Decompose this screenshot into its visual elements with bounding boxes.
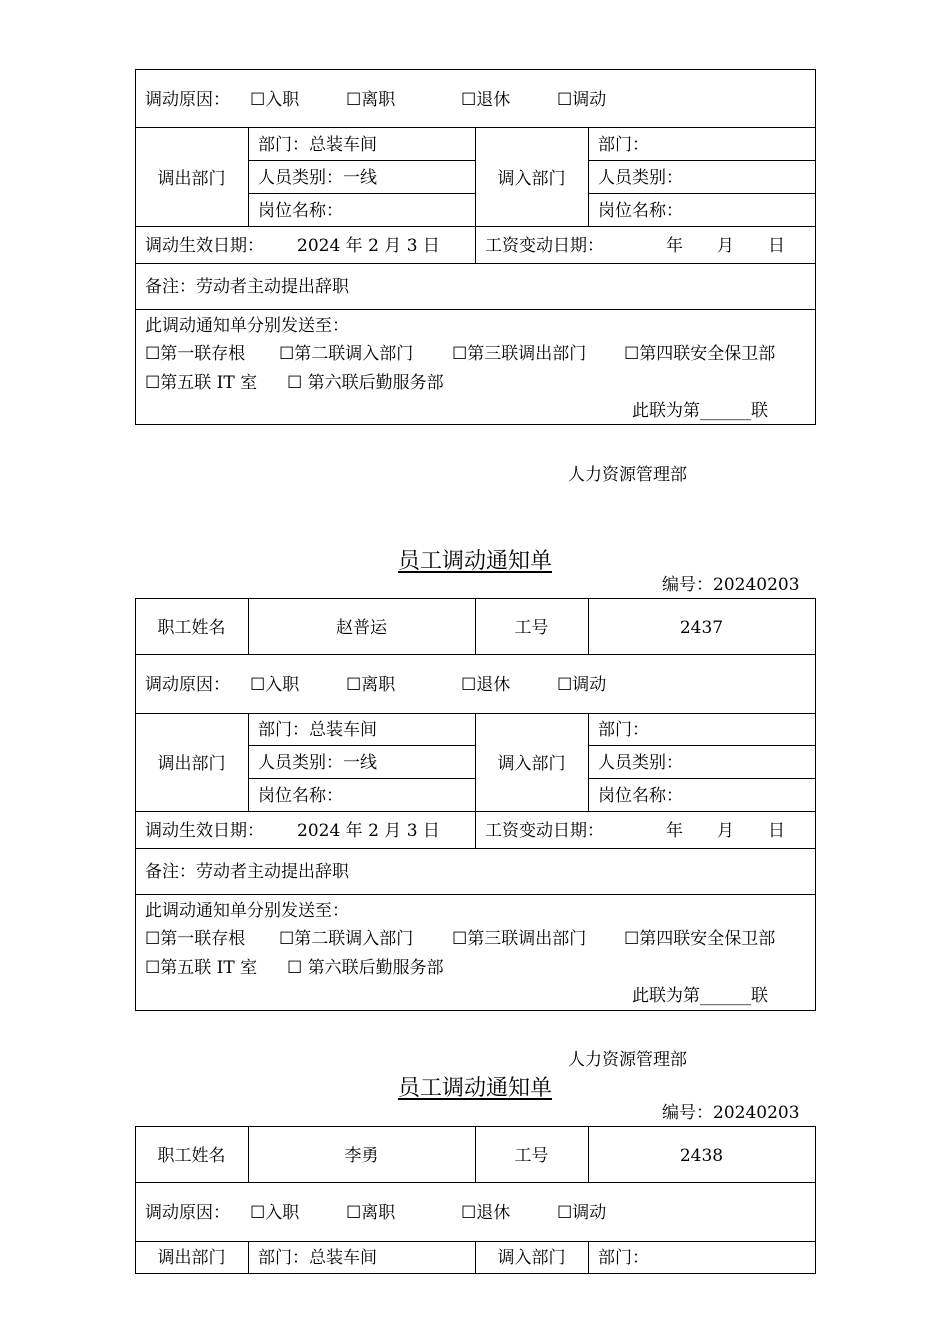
copy-4[interactable]: ☐第四联安全保卫部 [624,929,776,949]
reason-option-transfer[interactable]: ☐调动 [557,1203,607,1223]
reason-option-transfer[interactable]: ☐调动 [557,90,607,110]
out-position-field: 岗位名称： [258,786,343,806]
salary-date-blank: 年 月 日 [666,236,785,256]
copy-5[interactable]: ☐第五联 IT 室 [145,373,258,393]
id-label: 工号 [514,1146,549,1166]
in-category-field: 人员类别： [598,168,683,188]
effective-date-value: 2024 年 2 月 3 日 [297,236,440,256]
copies-intro: 此调动通知单分别发送至： [145,901,349,921]
reason-label: 调动原因： [145,675,230,695]
in-dept-field: 部门： [598,1248,649,1268]
in-position-field: 岗位名称： [598,786,683,806]
out-category-field: 人员类别：一线 [258,753,377,773]
out-dept-field: 部门：总装车间 [258,1248,377,1268]
in-dept-field: 部门： [598,720,649,740]
out-dept-label: 调出部门 [157,1248,226,1268]
this-copy-label: 此联为第______联 [632,401,768,421]
name-value: 李勇 [344,1146,379,1166]
salary-date-blank: 年 月 日 [666,821,785,841]
copy-6[interactable]: ☐ 第六联后勤服务部 [287,958,444,978]
out-dept-label: 调出部门 [157,754,226,774]
salary-date-label: 工资变动日期： [485,236,604,256]
effective-date-label: 调动生效日期： [145,236,264,256]
id-value: 2437 [679,618,724,638]
copy-2[interactable]: ☐第二联调入部门 [279,929,414,949]
out-position-field: 岗位名称： [258,201,343,221]
reason-option-retire[interactable]: ☐退休 [461,675,511,695]
salary-date-label: 工资变动日期： [485,821,604,841]
reason-option-resign[interactable]: ☐离职 [346,90,396,110]
reason-label: 调动原因： [145,1203,230,1223]
copy-6[interactable]: ☐ 第六联后勤服务部 [287,373,444,393]
form-title-3: 员工调动通知单 [397,1076,552,1101]
name-label: 职工姓名 [157,1146,226,1166]
reason-option-entry[interactable]: ☐入职 [250,90,300,110]
copy-4[interactable]: ☐第四联安全保卫部 [624,344,776,364]
id-label: 工号 [514,618,549,638]
hr-dept-1: 人力资源管理部 [568,465,687,485]
in-position-field: 岗位名称： [598,201,683,221]
out-dept-field: 部门：总装车间 [258,720,377,740]
reason-option-resign[interactable]: ☐离职 [346,1203,396,1223]
reason-option-retire[interactable]: ☐退休 [461,90,511,110]
name-value: 赵普运 [336,618,387,638]
reason-option-transfer[interactable]: ☐调动 [557,675,607,695]
copy-3[interactable]: ☐第三联调出部门 [452,344,587,364]
hr-dept-2: 人力资源管理部 [568,1050,687,1070]
out-dept-field: 部门：总装车间 [258,135,377,155]
reason-option-entry[interactable]: ☐入职 [250,675,300,695]
in-dept-label: 调入部门 [497,754,566,774]
in-dept-label: 调入部门 [497,1248,566,1268]
in-dept-label: 调入部门 [497,169,566,189]
form-number-3: 编号：20240203 [662,1103,800,1123]
id-value: 2438 [679,1146,724,1166]
reason-option-retire[interactable]: ☐退休 [461,1203,511,1223]
name-label: 职工姓名 [157,618,226,638]
reason-label: 调动原因： [145,90,230,110]
out-category-field: 人员类别：一线 [258,168,377,188]
this-copy-label: 此联为第______联 [632,986,768,1006]
in-category-field: 人员类别： [598,753,683,773]
effective-date-value: 2024 年 2 月 3 日 [297,821,440,841]
form-title-2: 员工调动通知单 [397,549,552,574]
copy-3[interactable]: ☐第三联调出部门 [452,929,587,949]
copies-intro: 此调动通知单分别发送至： [145,316,349,336]
form-number-2: 编号：20240203 [662,575,800,595]
remark-field: 备注：劳动者主动提出辞职 [145,277,349,297]
copy-1[interactable]: ☐第一联存根 [145,929,246,949]
remark-field: 备注：劳动者主动提出辞职 [145,862,349,882]
reason-option-resign[interactable]: ☐离职 [346,675,396,695]
reason-option-entry[interactable]: ☐入职 [250,1203,300,1223]
copy-1[interactable]: ☐第一联存根 [145,344,246,364]
effective-date-label: 调动生效日期： [145,821,264,841]
in-dept-field: 部门： [598,135,649,155]
out-dept-label: 调出部门 [157,169,226,189]
copy-5[interactable]: ☐第五联 IT 室 [145,958,258,978]
copy-2[interactable]: ☐第二联调入部门 [279,344,414,364]
